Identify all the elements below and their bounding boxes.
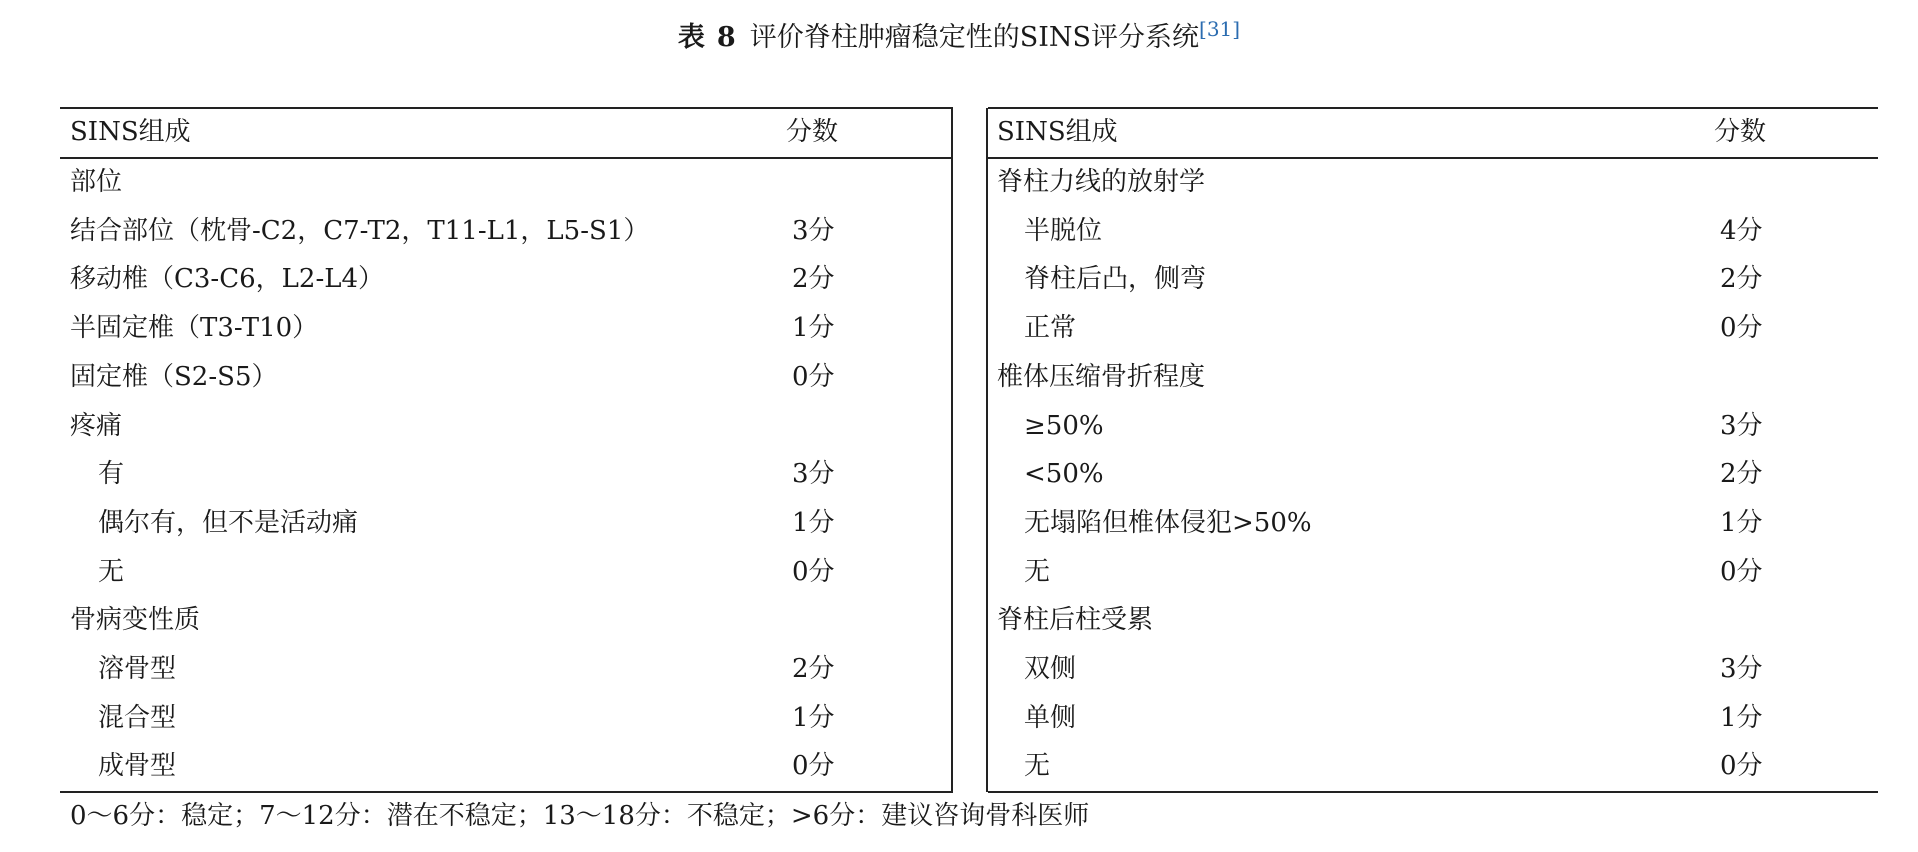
table-row	[0, 694, 960, 743]
table-item: 部位	[70, 167, 123, 197]
table-item: 半固定椎（T3-T10）	[70, 313, 319, 344]
table-row	[960, 694, 1918, 743]
table-row	[960, 742, 1918, 791]
table-sub-item: <50%	[1024, 459, 1104, 490]
table-row	[960, 304, 1918, 353]
table-score: 0分	[1720, 556, 1763, 587]
table-score: 3分	[1720, 410, 1763, 441]
table-score: 2分	[792, 654, 835, 684]
table-sub-item: 无塌陷但椎体侵犯>50%	[1024, 507, 1312, 538]
table-row	[960, 158, 1918, 207]
table-score: 0分	[792, 751, 835, 782]
table-score: 2分	[792, 264, 835, 295]
table-item: 固定椎（S2-S5）	[70, 361, 278, 392]
table-sub-item: 溶骨型	[98, 654, 177, 684]
right-table	[960, 108, 1918, 792]
table-score: 0分	[792, 361, 835, 392]
table-row	[960, 548, 1918, 597]
table-score: 1分	[792, 507, 835, 538]
table-row	[960, 450, 1918, 499]
table-row	[960, 255, 1918, 304]
right-header-component: SINS组成	[997, 117, 1118, 147]
table-sub-item: ≥50%	[1024, 410, 1104, 441]
table-row	[0, 596, 960, 645]
table-score: 1分	[792, 702, 835, 733]
table-row	[0, 255, 960, 304]
table-sub-item: 单侧	[1024, 702, 1077, 733]
table-sub-item: 偶尔有，但不是活动痛	[98, 507, 359, 538]
caption-title: 评价脊柱肿瘤稳定性的SINS评分系统	[749, 22, 1200, 53]
table-item: 椎体压缩骨折程度	[997, 361, 1206, 392]
table-sub-item: 半脱位	[1024, 215, 1103, 246]
table-row	[0, 304, 960, 353]
table-score: 0分	[1720, 751, 1763, 782]
table-row	[960, 645, 1918, 694]
table-item: 骨病变性质	[70, 605, 201, 636]
table-row	[0, 645, 960, 694]
table-row	[0, 742, 960, 791]
table-sub-item: 无	[1024, 751, 1051, 782]
left-table	[0, 108, 960, 792]
table-sub-item: 脊柱后凸，侧弯	[1024, 264, 1207, 295]
table-row	[960, 499, 1918, 548]
table-item: 结合部位（枕骨-C2，C7-T2，T11-L1，L5-S1）	[70, 215, 650, 246]
table-row	[960, 207, 1918, 256]
table-row	[960, 402, 1918, 451]
left-header-row	[0, 108, 960, 157]
table-row	[0, 548, 960, 597]
table-score: 1分	[1720, 507, 1763, 538]
table-score: 3分	[792, 215, 835, 246]
table-row	[0, 402, 960, 451]
caption-reference-link[interactable]: [31]	[1199, 17, 1241, 41]
table-row	[960, 596, 1918, 645]
table-row	[0, 158, 960, 207]
left-header-score: 分数	[786, 117, 839, 147]
table-sub-item: 正常	[1024, 313, 1077, 344]
table-score: 4分	[1720, 215, 1763, 246]
table-footnote: 0～6分：稳定；7～12分：潜在不稳定；13～18分：不稳定；>6分：建议咨询骨科医师	[70, 801, 1090, 831]
table-row	[0, 207, 960, 256]
table-score: 3分	[1720, 654, 1763, 684]
table-row	[0, 450, 960, 499]
table-sub-item: 双侧	[1024, 654, 1077, 684]
table-row	[0, 353, 960, 402]
table-score: 0分	[1720, 313, 1763, 344]
table-score: 0分	[792, 556, 835, 587]
table-caption	[0, 18, 1918, 58]
table-sub-item: 无	[98, 556, 125, 587]
table-sub-item: 有	[98, 459, 125, 490]
table-score: 1分	[792, 313, 835, 344]
caption-label: 表	[677, 22, 705, 53]
table-sub-item: 混合型	[98, 702, 177, 733]
table-sub-item: 成骨型	[98, 751, 177, 782]
table-row	[960, 353, 1918, 402]
table-score: 2分	[1720, 459, 1763, 490]
table-item: 疼痛	[70, 410, 123, 441]
table-row	[0, 499, 960, 548]
table-item: 移动椎（C3-C6，L2-L4）	[70, 264, 385, 295]
right-header-score: 分数	[1714, 117, 1767, 147]
table-score: 2分	[1720, 264, 1763, 295]
table-score: 1分	[1720, 702, 1763, 733]
table-item: 脊柱后柱受累	[997, 605, 1154, 636]
caption-number: 8	[716, 22, 736, 53]
table-score: 3分	[792, 459, 835, 490]
right-header-row	[960, 108, 1918, 157]
table-sub-item: 无	[1024, 556, 1051, 587]
table-item: 脊柱力线的放射学	[997, 167, 1206, 197]
left-header-component: SINS组成	[70, 117, 191, 147]
